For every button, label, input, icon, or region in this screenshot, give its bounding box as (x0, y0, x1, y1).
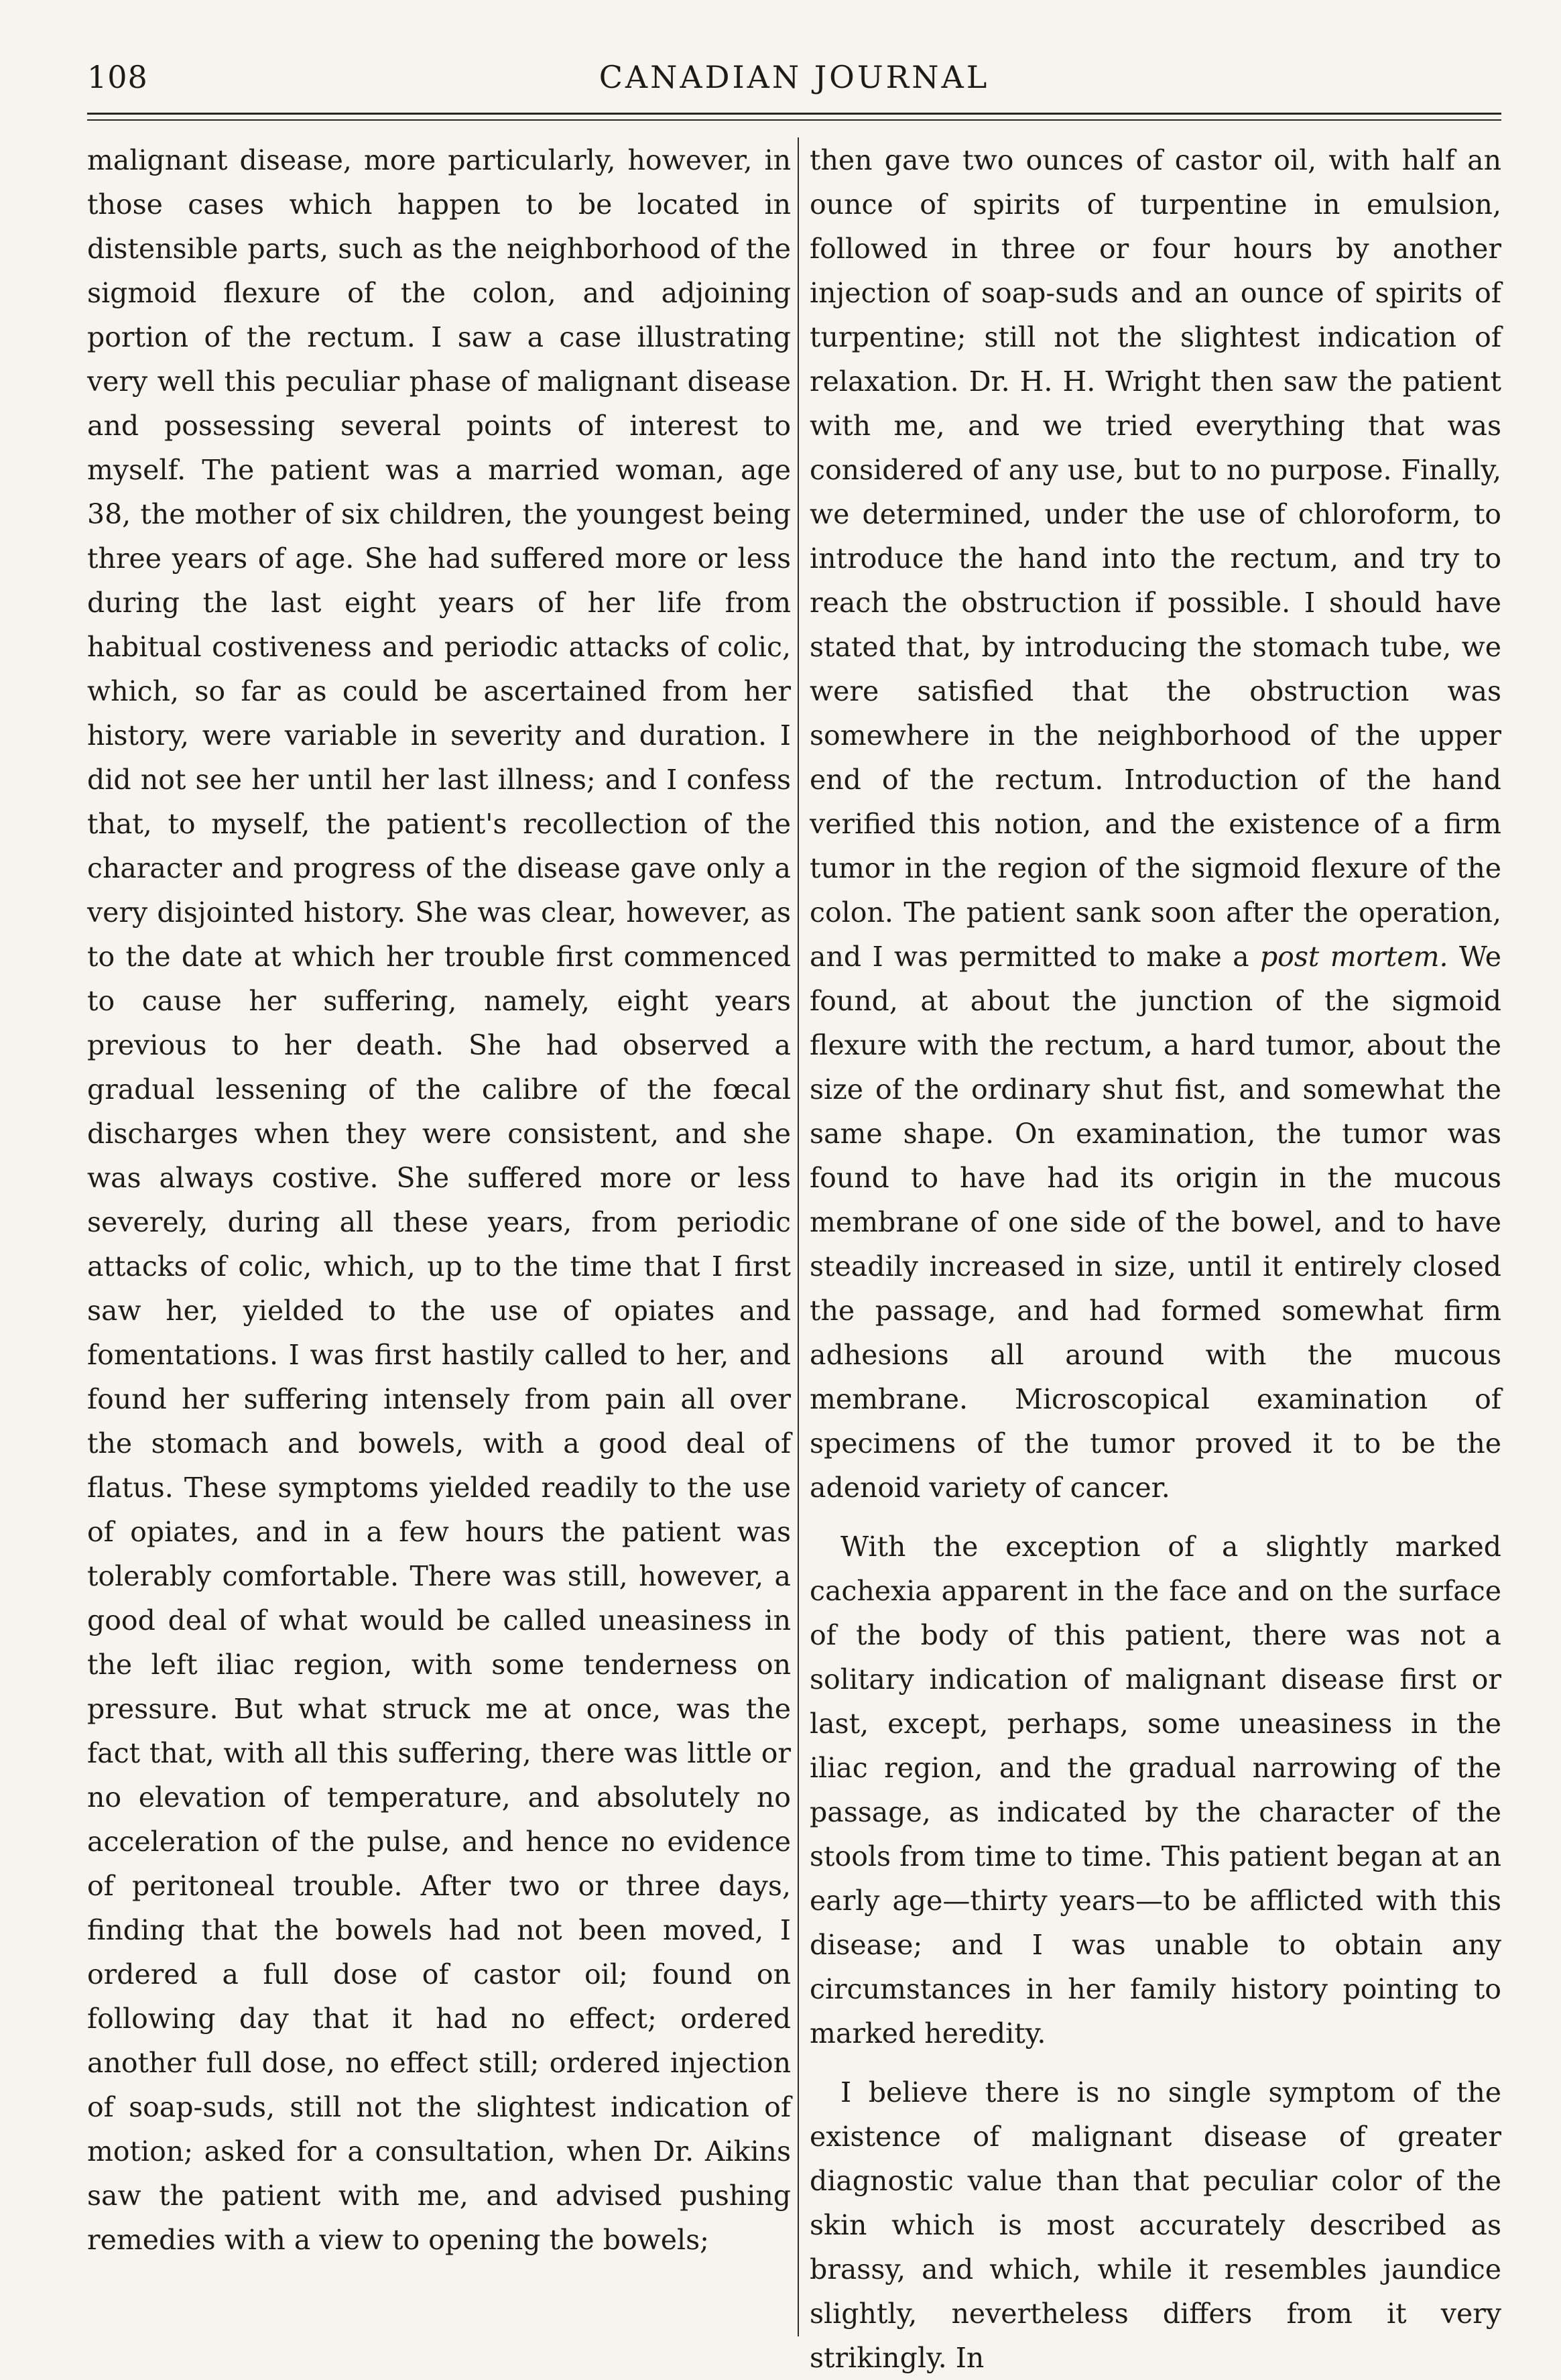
page-header (87, 59, 1501, 106)
column-divider (798, 137, 799, 2336)
right-column (810, 138, 1501, 2380)
right-paragraph-1-text-a: then gave two ounces of castor oil, with half an ounce of spirits of turpentine in emulsion, followed in three or four hours by another injection of soap-suds and an ounce of spirits of turpentine; still not the slightest indication of relaxation. Dr. H. H. Wright then saw the patient with me, and we tried everything that was considered of any use, but to no purpose. Finally, we determined, under the use of chloroform, to introduce the hand into the rectum, and try to reach the obstruction if possible. I should have stated that, by introducing the stomach tube, we were satisfied that the obstruction was somewhere in the neighborhood of the upper end of the rectum. Introduction of the hand verified this notion, and the existence of a firm tumor in the region of the sigmoid flexure of the colon. The patient sank soon after the operation, and I was permitted to make a (810, 144, 1501, 973)
post-mortem-italic: post mortem. (1259, 941, 1448, 973)
right-paragraph-1 (810, 138, 1501, 1510)
running-head: CANADIAN JOURNAL (599, 59, 990, 95)
left-column (87, 138, 791, 2262)
header-rule-top (87, 113, 1501, 115)
right-paragraph-2: With the exception of a slightly marked cachexia apparent in the face and on the surface of the body of this patient, there was not a solitary indication of malignant disease first or last, except, perhaps, some uneasiness in the iliac region, and the gradual narrowing of the passage, as indicated by the character of the stools from time to time. This patient began at an early age—thirty years—to be afflicted with this disease; and I was unable to obtain any circumstances in her family history pointing to marked heredity. (810, 1531, 1501, 2049)
right-paragraph-1-text-b: We found, at about the junction of the sigmoid flexure with the rectum, a hard tumor, about the size of the ordinary shut fist, and somewhat the same shape. On examination, the tumor was found to have had its origin in the mucous membrane of one side of the bowel, and to have steadily increased in size, until it entirely closed the passage, and had formed somewhat firm adhesions all around with the mucous membrane. Microscopical examination of specimens of the tumor proved it to be the adenoid variety of cancer. (810, 941, 1501, 1504)
header-rule-bottom (87, 119, 1501, 121)
right-paragraph-3: I believe there is no single symptom of the existence of malignant disease of greater diagnostic value than that peculiar color of the skin which is most accurately described as brassy, and which, while it resembles jaundice slightly, nevertheless differs from it very strikingly. In (810, 2076, 1501, 2374)
left-paragraph-1: malignant disease, more particularly, however, in those cases which happen to be located in distensible parts, such as the neighborhood of the sigmoid flexure of the colon, and adjoining portion of the rectum. I saw a case illustrating very well this peculiar phase of malignant disease and possessing several points of interest to myself. The patient was a married woman, age 38, the mother of six children, the youngest being three years of age. She had suffered more or less during the last eight years of her life from habitual costiveness and periodic attacks of colic, which, so far as could be ascertained from her history, were variable in severity and duration. I did not see her until her last illness; and I confess that, to myself, the patient's recollection of the character and progress of the disease gave only a very disjointed history. She was clear, however, as to the date at which her trouble first commenced to cause her suffering, namely, eight years previous to her death. She had observed a gradual lessening of the calibre of the fœcal discharges when they were consistent, and she was always costive. She suffered more or less severely, during all these years, from periodic attacks of colic, which, up to the time that I first saw her, yielded to the use of opiates and fomentations. I was first hastily called to her, and found her suffering intensely from pain all over the stomach and bowels, with a good deal of flatus. These symptoms yielded readily to the use of opiates, and in a few hours the patient was tolerably comfortable. There was still, however, a good deal of what would be called uneasiness in the left iliac region, with some tenderness on pressure. But what struck me at once, was the fact that, with all this suffering, there was little or no elevation of temperature, and absolutely no acceleration of the pulse, and hence no evidence of peritoneal trouble. After two or three days, finding that the bowels had not been moved, I ordered a full dose of castor oil; found on following day that it had no effect; ordered another full dose, no effect still; ordered injection of soap-suds, still not the slightest indication of motion; asked for a consultation, when Dr. Aikins saw the patient with me, and advised pushing remedies with a view to opening the bowels; (87, 144, 791, 2256)
page-number: 108 (87, 59, 148, 95)
